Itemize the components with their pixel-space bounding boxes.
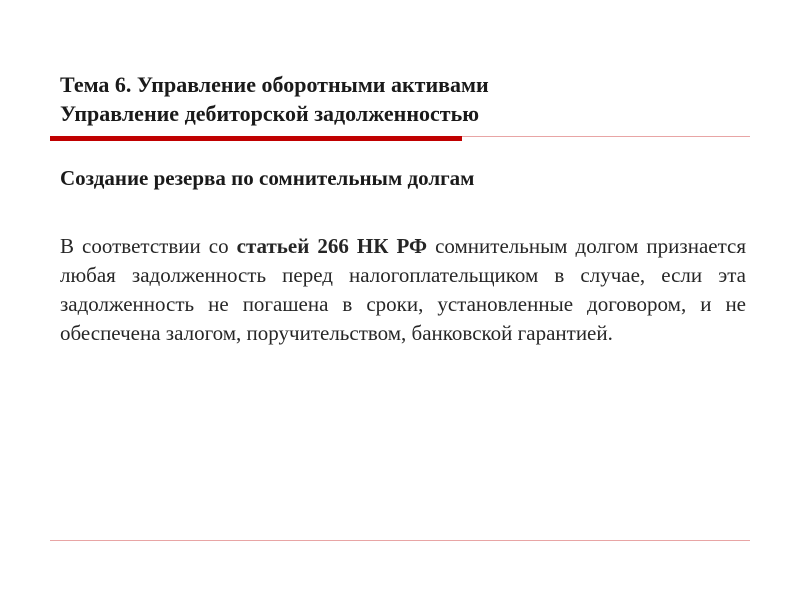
section-heading: Создание резерва по сомнительным долгам [60,166,475,190]
title-line-topic: Тема 6. Управление оборотными активами [60,72,489,97]
bottom-divider-line [50,540,750,541]
body-text-before: В соответствии со [60,234,237,258]
slide-title [60,70,740,128]
title-line-subtopic: Управление дебиторской задолженностью [60,101,480,126]
body-paragraph [60,232,746,348]
body-text-after: сомнительным долгом признается любая задолженность перед налогоплательщиком в случае, если эта задолженность не погашена в сроки, установленные договором, и не обеспечена залогом, поручительством, банковской гарантией. [60,234,746,345]
top-accent-bar [50,136,462,141]
body-text-emphasis: статьей 266 НК РФ [236,234,428,258]
